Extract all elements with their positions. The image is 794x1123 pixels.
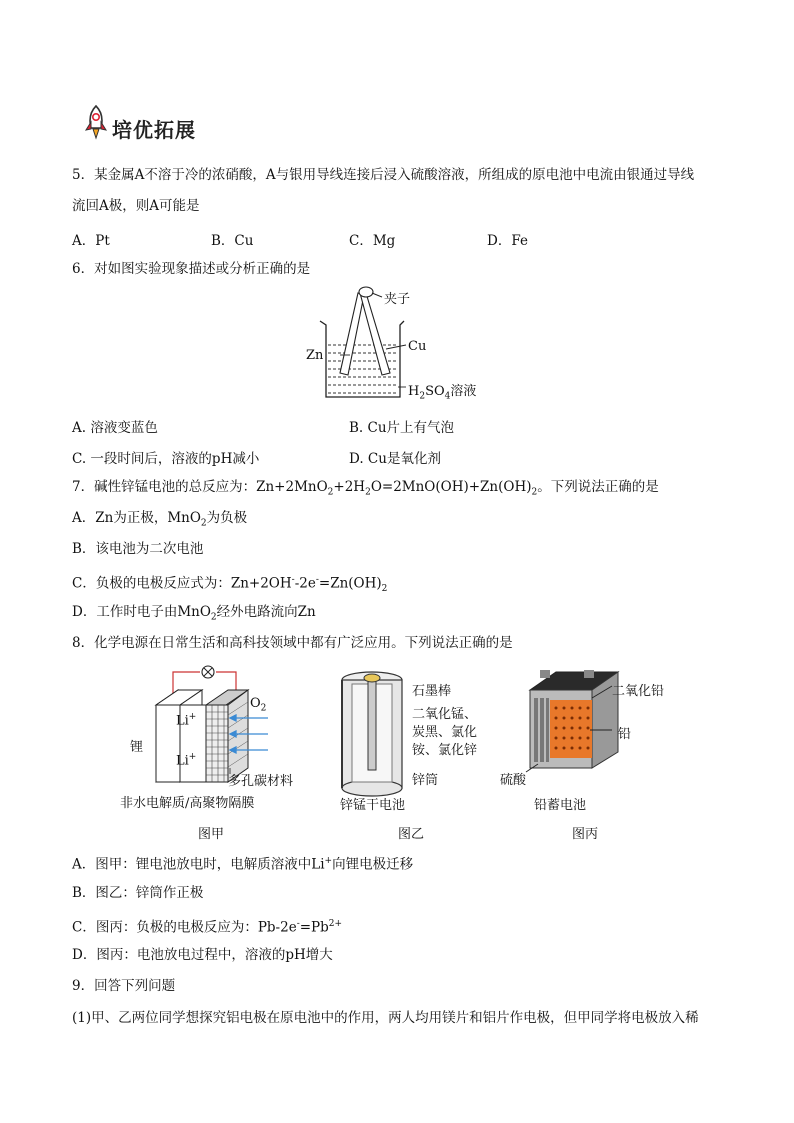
label-mix-1: 二氧化锰、 xyxy=(412,707,478,722)
label-mix-2: 炭黑、氯化 xyxy=(412,725,478,740)
caption-yi: 图乙 xyxy=(398,827,425,842)
label-cu: Cu xyxy=(408,339,427,354)
label-dry-cell: 锌锰干电池 xyxy=(340,798,406,813)
label-graphite-rod: 石墨棒 xyxy=(412,684,452,699)
q6-option-d: D. Cu是氧化剂 xyxy=(349,451,441,467)
q6-figure xyxy=(300,283,500,403)
label-lithium: 锂 xyxy=(130,740,144,755)
q8-option-a: A．图甲：锂电池放电时，电解质溶液中Li+向锂电极迁移 xyxy=(72,856,414,873)
q6-option-a: A. 溶液变蓝色 xyxy=(72,420,158,436)
q7-option-b: B．该电池为二次电池 xyxy=(72,541,204,557)
q8-option-d: D．图丙：电池放电过程中，溶液的pH增大 xyxy=(72,947,333,963)
label-acid: 硫酸 xyxy=(500,773,527,788)
header xyxy=(82,104,242,144)
figure-jia xyxy=(118,660,318,845)
figure-yi xyxy=(336,668,506,845)
figure-bing xyxy=(500,668,690,845)
q5-option-c: C．Mg xyxy=(349,233,396,249)
label-solution: $H_2SO_4$溶液 xyxy=(408,384,477,402)
label-zinc-can: 锌筒 xyxy=(412,773,439,788)
q5-line1: 5．某金属A不溶于冷的浓硝酸，A与银用导线连接后浸入硫酸溶液，所组成的原电池中电流由银通过导线 xyxy=(72,167,695,183)
label-li-ion-2: Li+ xyxy=(176,752,197,769)
caption-jia: 图甲 xyxy=(198,827,225,842)
label-li-ion-1: Li+ xyxy=(176,712,197,729)
label-pbo2: 二氧化铅 xyxy=(612,684,665,699)
q8-option-c: C．图丙：负极的电极反应为：$Pb-2e^-=Pb^{2+}$ xyxy=(72,919,343,936)
caption-bing: 图丙 xyxy=(572,827,599,842)
label-mix-3: 铵、氯化锌 xyxy=(412,743,478,758)
q6-option-b: B. Cu片上有气泡 xyxy=(349,420,455,436)
q6-option-c: C. 一段时间后，溶液的pH减小 xyxy=(72,451,260,467)
q9-stem: 9．回答下列问题 xyxy=(72,978,176,994)
label-o2: $O_2$ xyxy=(250,696,267,714)
q8-stem: 8．化学电源在日常生活和高科技领域中都有广泛应用。下列说法正确的是 xyxy=(72,635,513,651)
label-membrane: 非水电解质/高聚物隔膜 xyxy=(120,796,255,811)
label-zn: Zn xyxy=(306,348,324,363)
rocket-icon xyxy=(82,104,110,142)
q7-stem: 7．碱性锌锰电池的总反应为：$Zn+2MnO_2+2H_2O=2MnO(OH)+Zn(OH)_2$。下列说法正确的是 xyxy=(72,479,659,498)
label-clip: 夹子 xyxy=(384,292,411,307)
label-pb: 铅 xyxy=(618,727,632,742)
q8-option-b: B．图乙：锌筒作正极 xyxy=(72,885,204,901)
q7-option-a: A．Zn为正极，MnO$_2$为负极 xyxy=(72,510,248,529)
q5-line2: 流回A极，则A可能是 xyxy=(72,198,200,214)
q9-part1: (1)甲、乙两位同学想探究铝电极在原电池中的作用，两人均用镁片和铝片作电极，但甲同学将电极放入稀 xyxy=(72,1010,699,1026)
q5-option-d: D．Fe xyxy=(487,233,528,249)
q5-option-a: A．Pt xyxy=(72,233,110,249)
label-lead-acid: 铅蓄电池 xyxy=(534,798,587,813)
q7-option-d: D．工作时电子由MnO$_2$经外电路流向Zn xyxy=(72,604,316,623)
label-porous-carbon: 多孔碳材料 xyxy=(228,774,294,789)
q5-option-b: B．Cu xyxy=(211,233,254,249)
q6-stem: 6．对如图实验现象描述或分析正确的是 xyxy=(72,261,311,277)
page-title: 培优拓展 xyxy=(112,118,196,142)
q7-option-c: C．负极的电极反应式为：$Zn+2OH^--2e^-=Zn(OH)_2$ xyxy=(72,575,388,595)
